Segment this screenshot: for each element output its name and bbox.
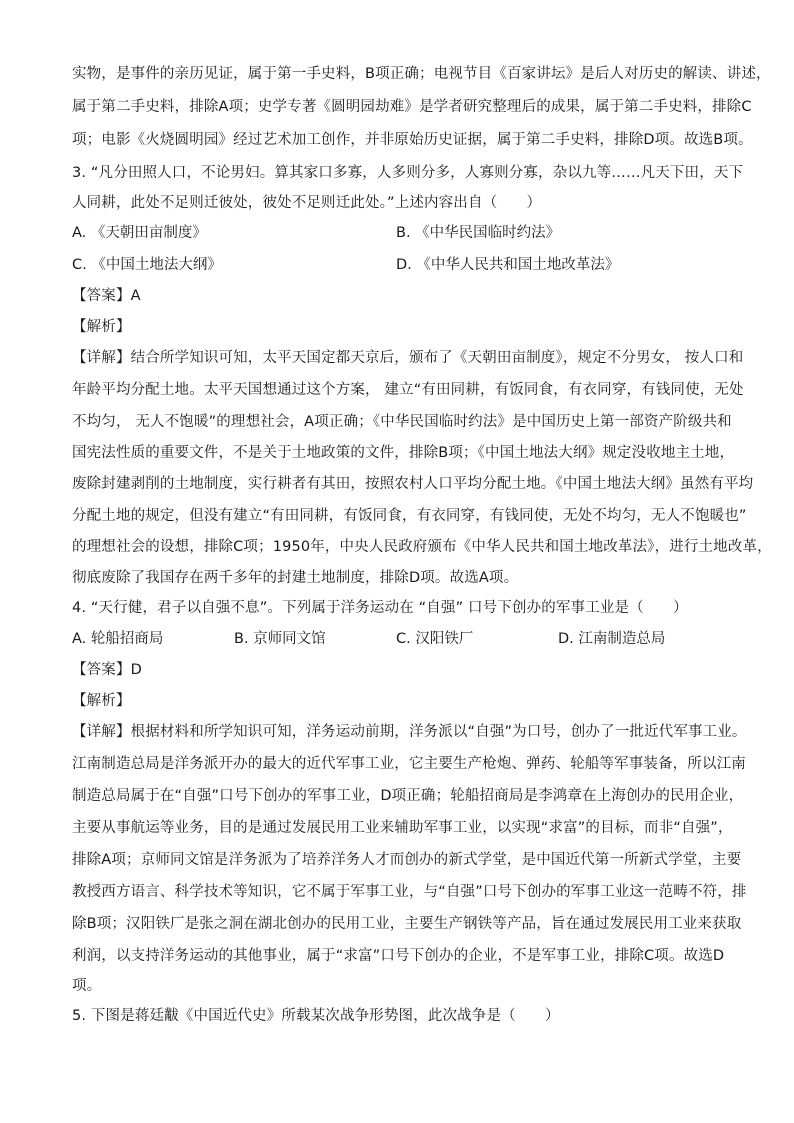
text-line: 属于第二手史料，排除A项；史学专著《圆明园劫难》是学者研究整理后的成果，属于第二手史料，排除C [72,99,752,115]
q3-detail-line: 分配土地的规定，但没有建立“有田同耕，有饭同食，有衣同穿，有钱同使，无处不均匀，无人不饱暖也” [72,508,747,524]
q3-detail-line: 废除封建剥削的土地制度，实行耕者有其田，按照农村人口平均分配土地。《中国土地法大纲》虽然有平均 [72,476,754,492]
q3-detail-line: 的理想社会的设想，排除C项；1950年，中央人民政府颁布《中华人民共和国土地改革法》，进行土地改革， [72,539,772,555]
q3-detail-line: 【详解】结合所学知识可知，太平天国定都天京后，颁布了《天朝田亩制度》，规定不分男女， 按人口和 [72,350,744,366]
q3-answer: 【答案】A [72,288,141,304]
q4-detail-line: 【详解】根据材料和所学知识可知，洋务运动前期，洋务派以“自强”为口号，创办了一批近代军事工业。 [72,724,747,740]
q4-option-a: A. 轮船招商局 [72,631,164,647]
q4-option-b: B. 京师同文馆 [234,631,326,647]
q3-option-b: B. 《中华民国临时约法》 [396,225,561,241]
q4-answer: 【答案】D [72,662,142,678]
q3-detail-line: 不均匀， 无人不饱暖”的理想社会，A项正确；《中华民国临时约法》是中国历史上第一部资产阶级共和 [72,414,732,430]
q4-detail-line: 教授西方语言、科学技术等知识，它不属于军事工业，与“自强”口号下创办的军事工业这一范畴不符，排 [72,884,747,900]
text-line: 实物，是事件的亲历见证，属于第一手史料，B项正确；电视节目《百家讲坛》是后人对历史的解读、讲述， [72,66,771,82]
q3-option-c: C. 《中国土地法大纲》 [72,257,222,273]
q4-option-c: C. 汉阳铁厂 [396,631,474,647]
q3-option-d: D. 《中华人民共和国土地改革法》 [396,257,620,273]
q3-detail-line: 国宪法性质的重要文件，不是关于土地政策的文件，排除B项；《中国土地法大纲》规定没收地主土地， [72,445,735,461]
question-3-stem: 3. “凡分田照人口，不论男妇。算其家口多寡，人多则分多，人寡则分寡，杂以九等……凡天下田，天下 [72,165,744,181]
q3-detail-line: 彻底废除了我国存在两千多年的封建土地制度，排除D项。故选A项。 [72,570,519,586]
q4-detail-line: 制造总局属于在“自强”口号下创办的军事工业，D项正确；轮船招商局是李鸿章在上海创办的民用企业， [72,788,744,804]
q3-analysis-heading: 【解析】 [72,319,131,335]
q4-detail-line: 项。 [72,978,102,994]
text-line: 项；电影《火烧圆明园》经过艺术加工创作，并非原始历史证据，属于第二手史料，排除D项。故选B项。 [72,132,753,148]
q4-detail-line: 排除A项；京师同文馆是洋务派为了培养洋务人才而创办的新式学堂，是中国近代第一所新式学堂，主要 [72,852,742,868]
q4-option-d: D. 江南制造总局 [558,631,666,647]
question-3-stem: 人同耕，此处不足则迁彼处，彼处不足则迁此处。”上述内容出自（ ） [72,195,542,211]
q4-detail-line: 除B项；汉阳铁厂是张之洞在湖北创办的民用工业，主要生产钢铁等产品，旨在通过发展民用工业来获取 [72,916,742,932]
q4-detail-line: 江南制造总局是洋务派开办的最大的近代军事工业，它主要生产枪炮、弹药、轮船等军事装备，所以江南 [72,756,746,772]
q3-option-a: A. 《天朝田亩制度》 [72,225,207,241]
question-5-stem: 5. 下图是蒋廷黻《中国近代史》所载某次战争形势图，此次战争是（ ） [72,1008,560,1024]
question-4-stem: 4. “天行健，君子以自强不息”。下列属于洋务运动在 “自强” 口号下创办的军事工业是（ ） [72,600,688,616]
q3-detail-line: 年龄平均分配土地。太平天国想通过这个方案， 建立“有田同耕，有饭同食，有衣同穿，有钱同使，无处 [72,382,744,398]
q4-analysis-heading: 【解析】 [72,693,131,709]
q4-detail-line: 利润，以支持洋务运动的其他事业，属于“求富”口号下创办的企业，不是军事工业，排除C项。故选D [72,948,725,964]
q4-detail-line: 主要从事航运等业务，目的是通过发展民用工业来辅助军事工业，以实现“求富”的目标，而非“自强”， [72,820,733,836]
